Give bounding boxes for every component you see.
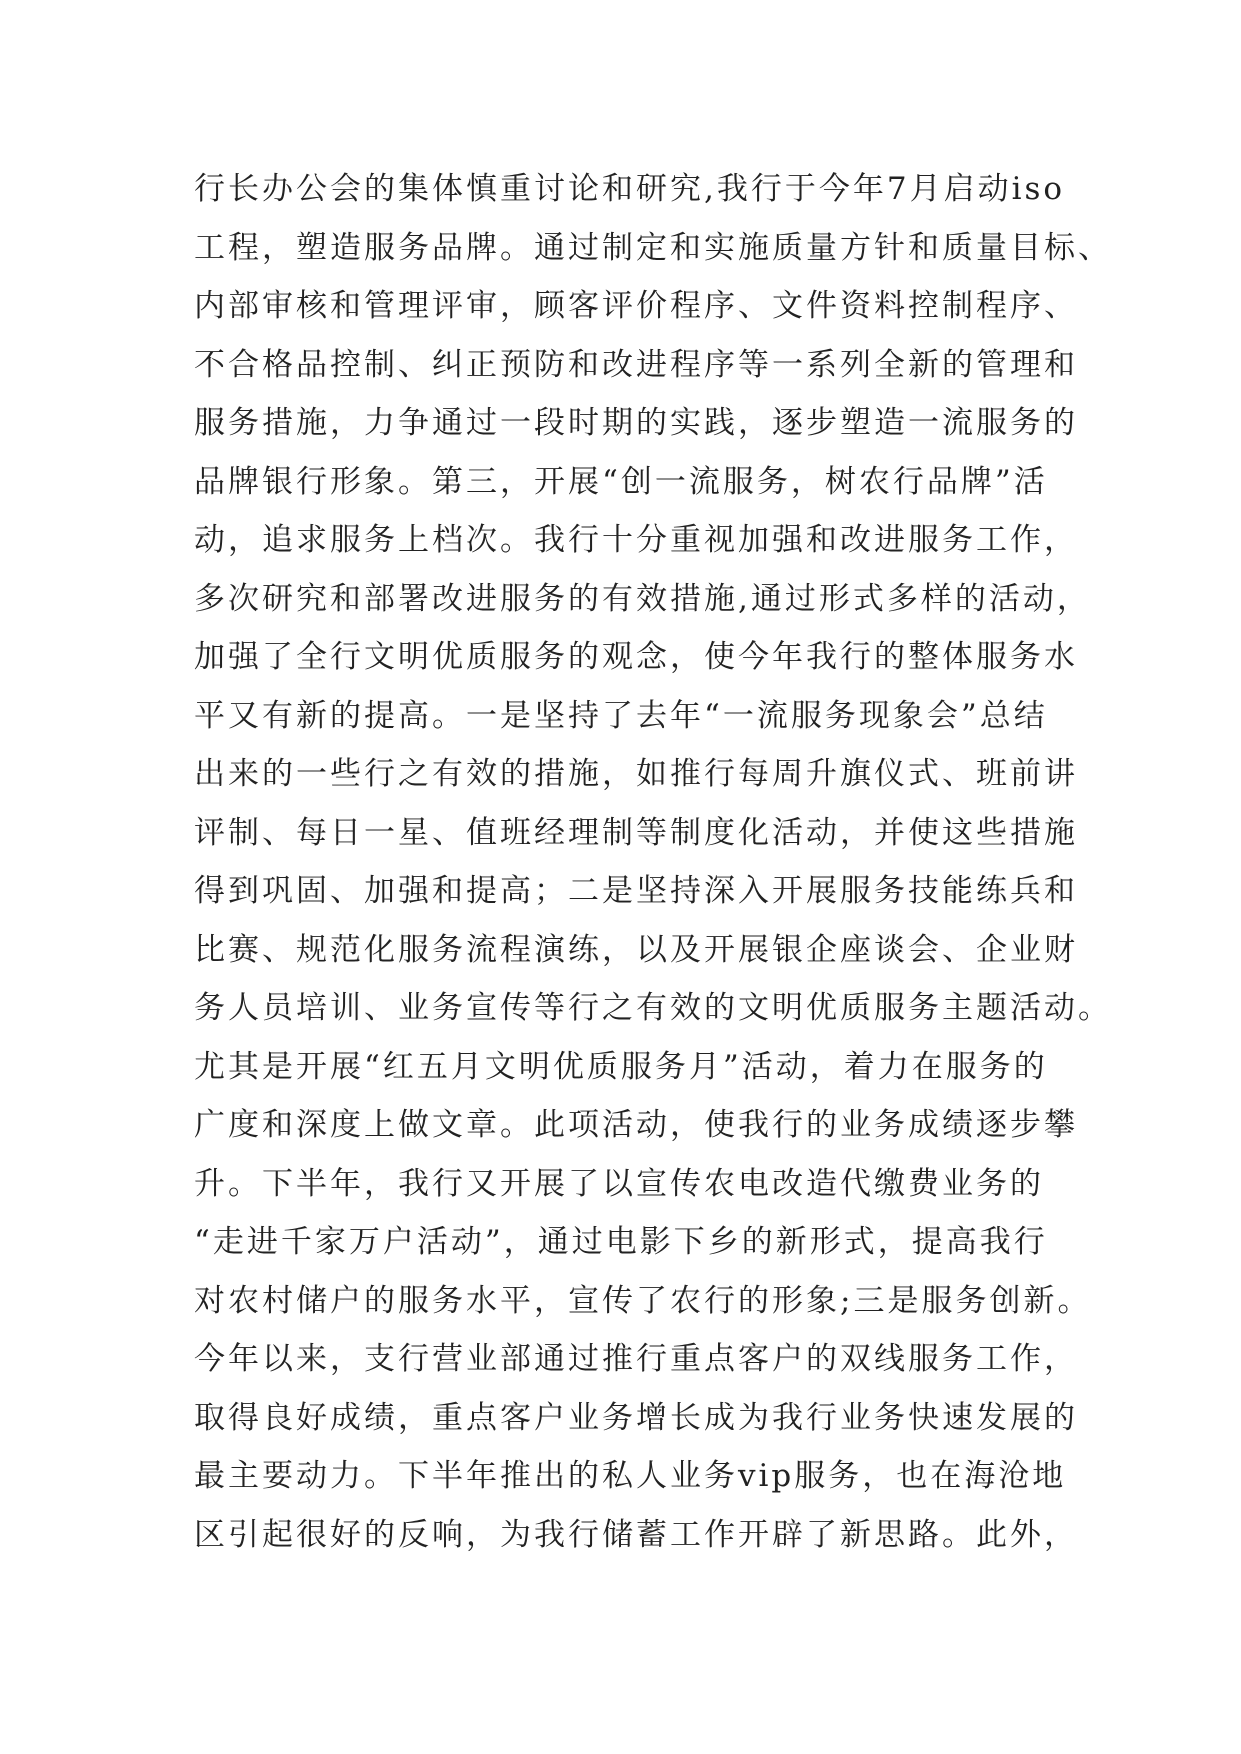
text-line: 比赛、规范化服务流程演练，以及开展银企座谈会、企业财 xyxy=(194,931,1078,968)
text-line: 取得良好成绩，重点客户业务增长成为我行业务快速发展的 xyxy=(194,1399,1078,1436)
text-line: 加强了全行文明优质服务的观念，使今年我行的整体服务水 xyxy=(194,639,1078,675)
text-line: 动，追求服务上档次。我行十分重视加强和改进服务工作， xyxy=(194,522,1078,558)
text-line: 最主要动力。下半年推出的私人业务vip服务，也在海沧地 xyxy=(194,1458,1067,1494)
text-line: “走进千家万户活动”，通过电影下乡的新形式，提高我行 xyxy=(194,1224,1048,1260)
text-line: 服务措施，力争通过一段时期的实践，逐步塑造一流服务的 xyxy=(194,405,1078,441)
body-text xyxy=(194,160,1112,1564)
text-line: 对农村储户的服务水平，宣传了农行的形象;三是服务创新。 xyxy=(194,1282,1092,1319)
text-line: 出来的一些行之有效的措施，如推行每周升旗仪式、班前讲 xyxy=(194,756,1078,792)
text-line: 今年以来，支行营业部通过推行重点客户的双线服务工作， xyxy=(194,1341,1078,1377)
text-line: 区引起很好的反响，为我行储蓄工作开辟了新思路。此外， xyxy=(194,1516,1078,1553)
text-line: 广度和深度上做文章。此项活动，使我行的业务成绩逐步攀 xyxy=(194,1107,1078,1143)
text-line: 务人员培训、业务宣传等行之有效的文明优质服务主题活动。 xyxy=(194,990,1112,1026)
text-line: 评制、每日一星、值班经理制等制度化活动，并使这些措施 xyxy=(194,814,1078,851)
text-line: 多次研究和部署改进服务的有效措施,通过形式多样的活动， xyxy=(194,580,1091,617)
text-line: 尤其是开展“红五月文明优质服务月”活动，着力在服务的 xyxy=(194,1048,1048,1085)
text-line: 平又有新的提高。一是坚持了去年“一流服务现象会”总结 xyxy=(194,697,1048,734)
text-line: 得到巩固、加强和提高；二是坚持深入开展服务技能练兵和 xyxy=(194,873,1078,909)
text-line: 内部审核和管理评审，顾客评价程序、文件资料控制程序、 xyxy=(194,288,1078,324)
text-line: 工程，塑造服务品牌。通过制定和实施质量方针和质量目标、 xyxy=(194,229,1112,266)
text-line: 升。下半年，我行又开展了以宣传农电改造代缴费业务的 xyxy=(194,1165,1044,1202)
text-line: 不合格品控制、纠正预防和改进程序等一系列全新的管理和 xyxy=(194,346,1078,383)
text-line: 品牌银行形象。第三，开展“创一流服务，树农行品牌”活 xyxy=(194,463,1048,500)
text-line: 行长办公会的集体慎重讨论和研究,我行于今年7月启动iso xyxy=(194,171,1066,207)
